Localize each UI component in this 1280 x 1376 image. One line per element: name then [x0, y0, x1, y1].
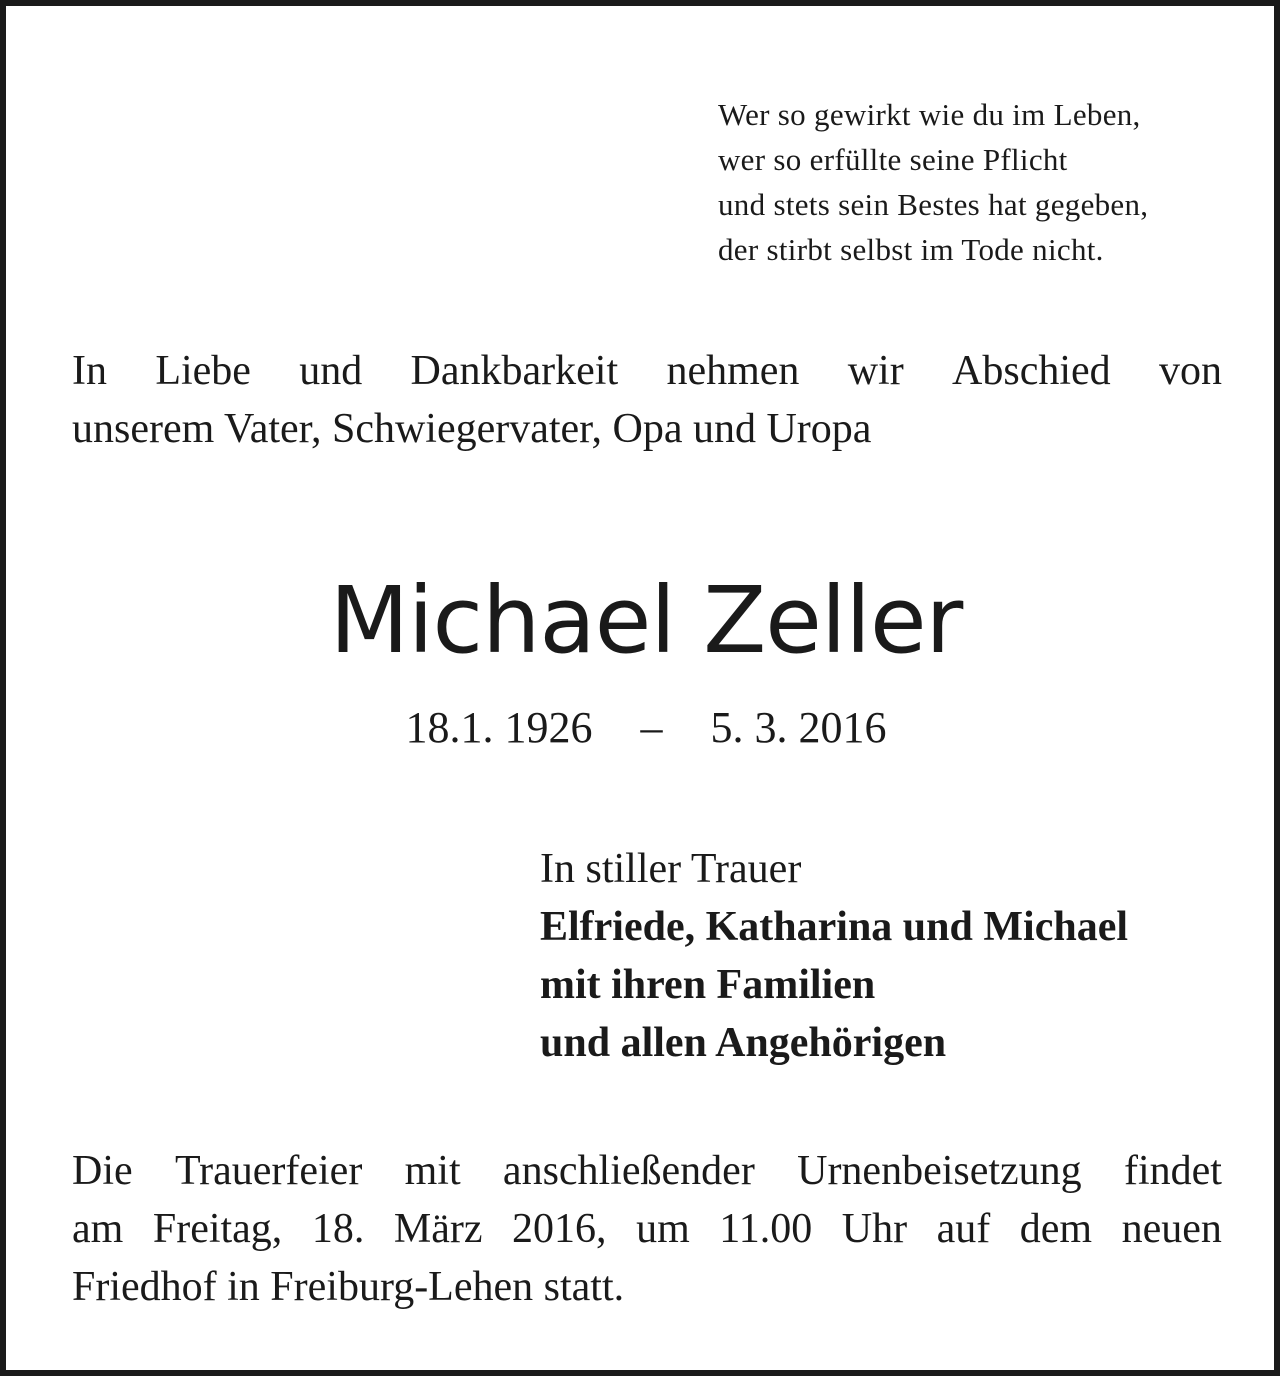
deceased-name: Michael Zeller — [329, 567, 963, 674]
intro-word: und — [299, 348, 363, 394]
funeral-word: mit — [404, 1148, 461, 1194]
funeral-word: Freitag, — [152, 1206, 283, 1252]
verse-line: wer so erfüllte seine Pflicht — [718, 142, 1068, 177]
intro-word: Abschied — [952, 348, 1111, 394]
verse-line: Wer so gewirkt wie du im Leben, — [718, 97, 1141, 132]
funeral-word: um — [636, 1206, 690, 1252]
funeral-line-2 — [72, 1200, 1222, 1258]
verse-line: und stets sein Bestes hat gegeben, — [718, 187, 1149, 222]
funeral-word: auf — [936, 1206, 991, 1252]
funeral-word: März — [393, 1206, 483, 1252]
intro-word: von — [1158, 348, 1222, 394]
mourning-heading: In stiller Trauer — [540, 846, 802, 892]
funeral-word: neuen — [1121, 1206, 1222, 1252]
funeral-word: 18. — [311, 1206, 365, 1252]
funeral-word: Uhr — [841, 1206, 908, 1252]
funeral-word: anschließender — [502, 1148, 755, 1194]
funeral-word: 2016, — [512, 1206, 607, 1252]
funeral-details — [72, 1142, 1222, 1316]
mourner-line: und allen Angehörigen — [540, 1020, 947, 1066]
funeral-word: Trauerfeier — [174, 1148, 363, 1194]
date-separator: – — [640, 703, 663, 752]
mourner-line: Elfriede, Katharina und Michael — [540, 904, 1128, 950]
funeral-word: Die — [72, 1148, 133, 1194]
intro-line-2: unserem Vater, Schwiegervater, Opa und Uropa — [72, 406, 872, 452]
farewell-intro — [72, 342, 1222, 458]
funeral-line-3: Friedhof in Freiburg-Lehen statt. — [72, 1264, 625, 1310]
death-date: 5. 3. 2016 — [710, 703, 887, 752]
birth-date: 18.1. 1926 — [405, 703, 593, 752]
mourners-block — [540, 840, 1240, 1072]
mourner-line: mit ihren Familien — [540, 962, 876, 1008]
funeral-word: dem — [1019, 1206, 1093, 1252]
intro-word: nehmen — [666, 348, 800, 394]
memorial-verse — [718, 92, 1238, 272]
verse-line: der stirbt selbst im Tode nicht. — [718, 232, 1104, 267]
intro-word: In — [72, 348, 107, 394]
funeral-word: am — [72, 1206, 124, 1252]
intro-word: Dankbarkeit — [410, 348, 619, 394]
funeral-line-1 — [72, 1142, 1222, 1200]
intro-line-1 — [72, 342, 1222, 400]
intro-word: Liebe — [155, 348, 251, 394]
life-dates — [6, 700, 1280, 756]
funeral-word: 11.00 — [719, 1206, 813, 1252]
intro-word: wir — [847, 348, 904, 394]
funeral-word: findet — [1123, 1148, 1222, 1194]
funeral-word: Urnenbeisetzung — [797, 1148, 1082, 1194]
